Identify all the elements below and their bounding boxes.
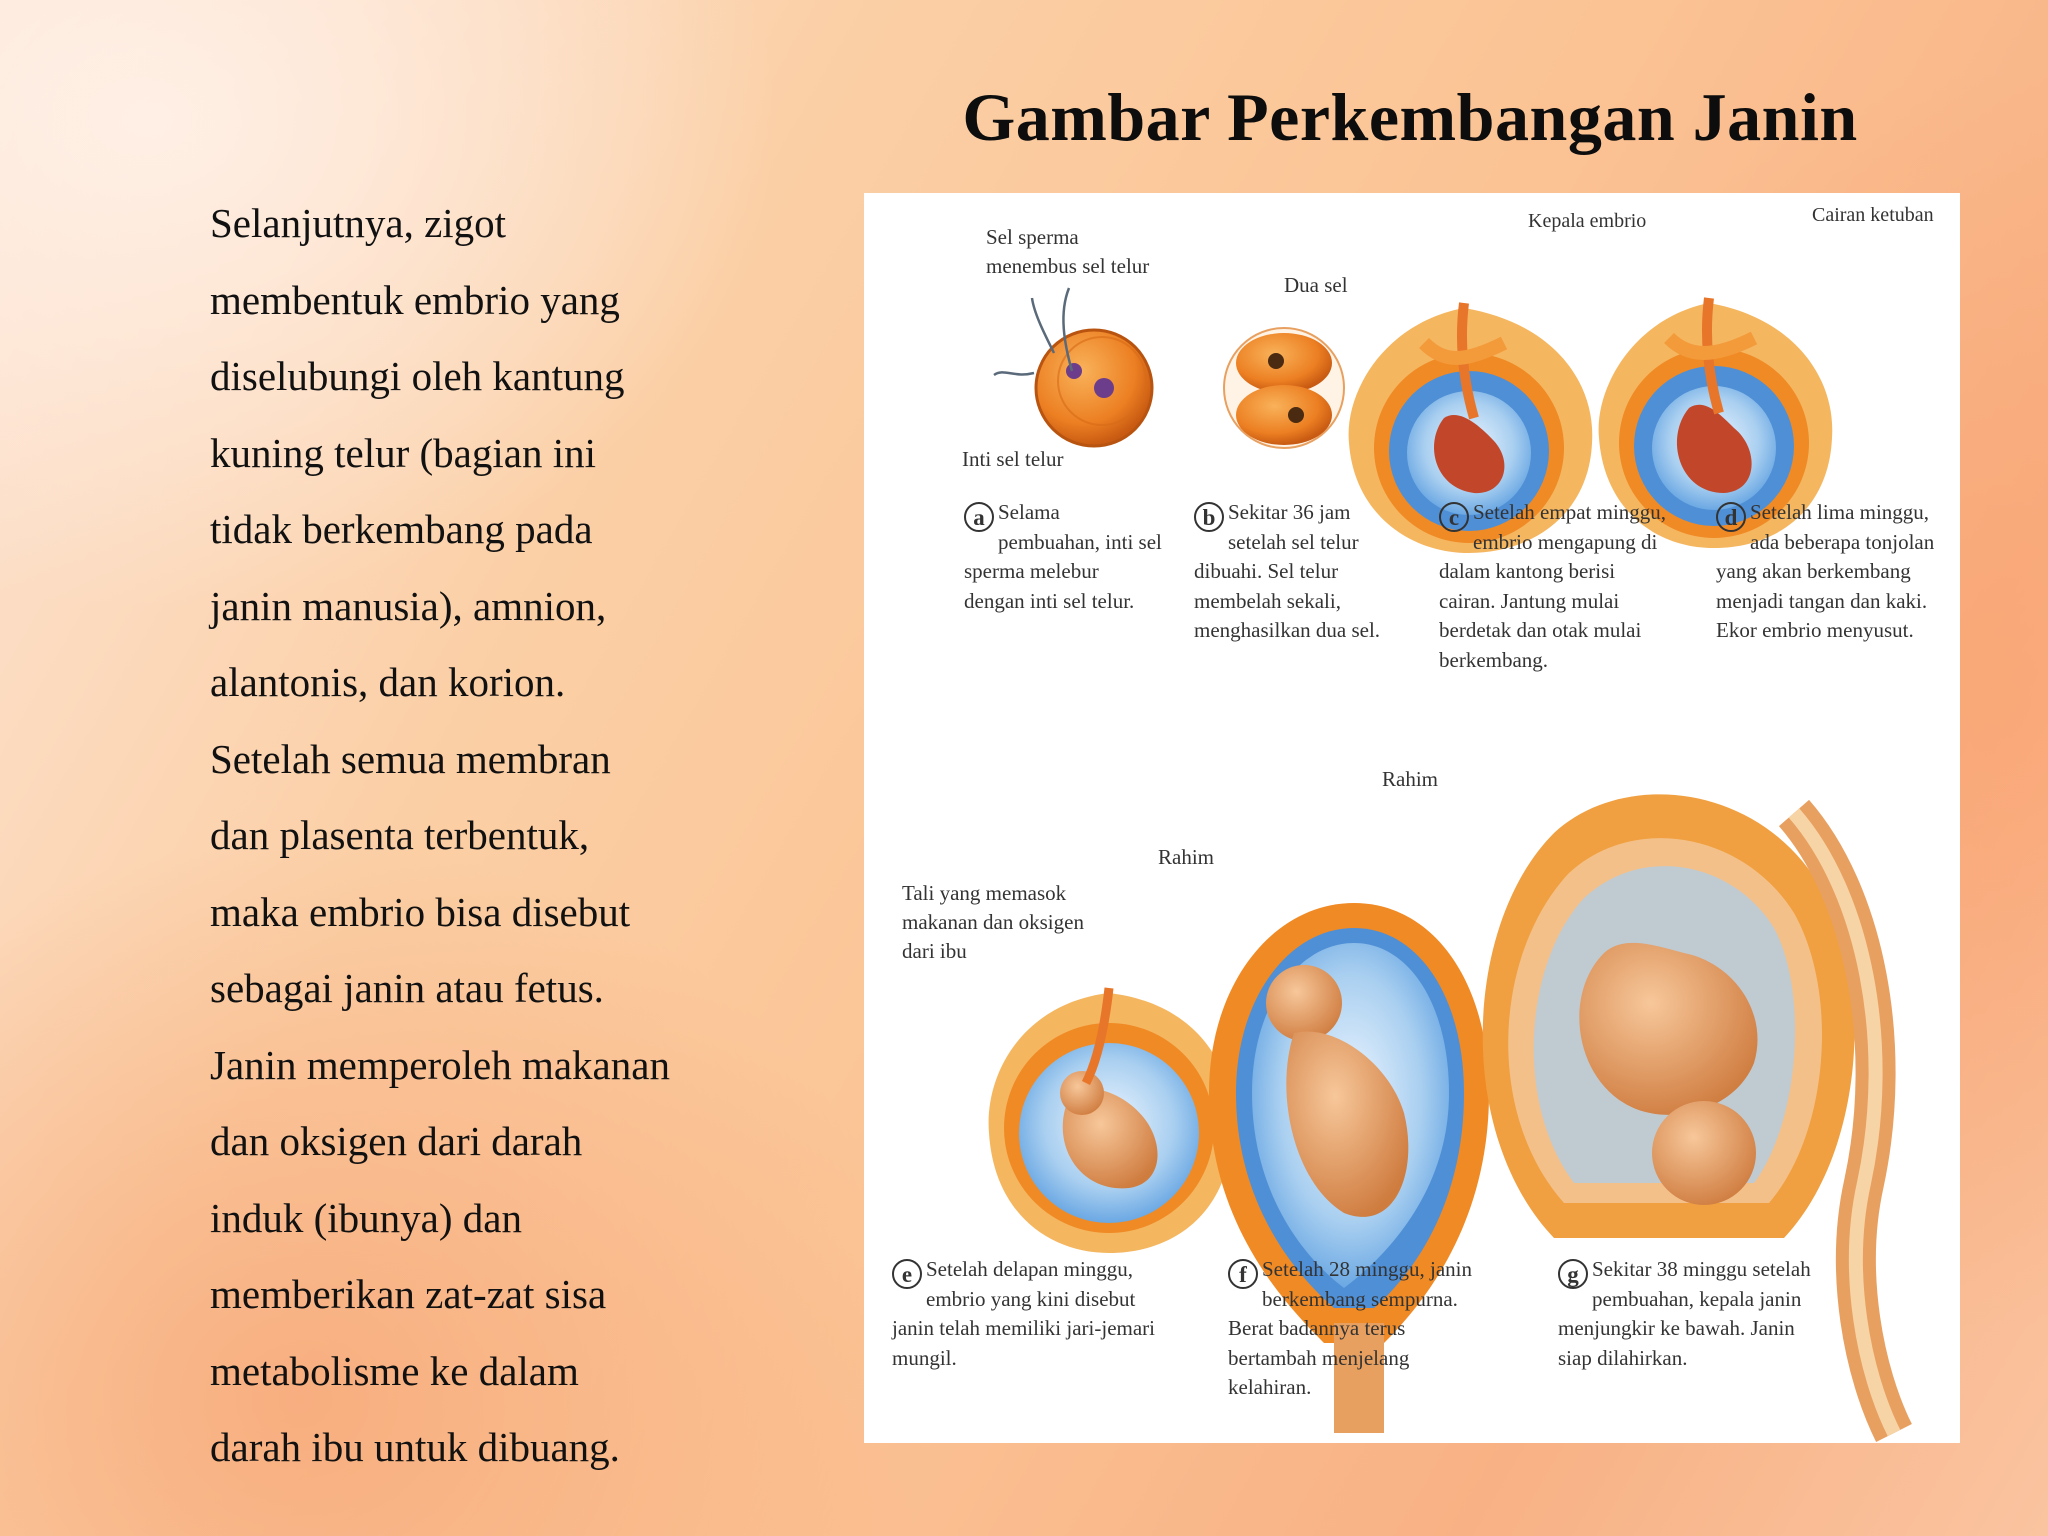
stage-e-eight-weeks xyxy=(989,988,1233,1253)
caption-g-badge: g xyxy=(1558,1259,1588,1289)
label-sperm: Sel sperma menembus sel telur xyxy=(986,225,1150,278)
caption-a: a Selama pembuahan, inti sel sperma melebur dengan inti sel telur. xyxy=(964,500,1162,613)
label-embryo-head: Kepala embrio xyxy=(1528,210,1647,232)
development-figure xyxy=(864,193,1960,1443)
body-text-line: tidak berkembang pada xyxy=(210,506,593,552)
body-text-line: Setelah semua membran xyxy=(210,735,611,782)
caption-e: e Setelah delapan minggu, embrio yang kini disebut janin telah memiliki jari-jemari mungil. xyxy=(892,1257,1155,1370)
stage-a-egg xyxy=(994,288,1152,446)
body-text-line: membentuk embrio yang xyxy=(210,276,620,323)
label-umbilical-cord: Tali yang memasok makanan dan oksigen dari ibu xyxy=(902,881,1084,963)
caption-d-badge: d xyxy=(1716,502,1746,532)
caption-b-badge: b xyxy=(1194,502,1224,532)
body-text-line: memberikan zat-zat sisa xyxy=(210,1271,607,1317)
body-text-line: Selanjutnya, zigot xyxy=(210,200,507,246)
caption-g: g Sekitar 38 minggu setelah pembuahan, kepala janin menjungkir ke bawah. Janin siap dilahirkan. xyxy=(1558,1257,1811,1370)
caption-a-badge: a xyxy=(964,502,994,532)
body-text-line: metabolisme ke dalam xyxy=(210,1347,579,1394)
body-text-line: Janin memperoleh makanan xyxy=(210,1041,670,1088)
body-text-line: sebagai janin atau fetus. xyxy=(210,965,604,1011)
label-egg-nucleus: Inti sel telur xyxy=(962,447,1064,471)
caption-e-badge: e xyxy=(892,1259,922,1289)
body-text-line: janin manusia), amnion, xyxy=(210,582,607,629)
caption-b: b Sekitar 36 jam setelah sel telur dibuahi. Sel telur membelah sekali, menghasilkan dua sel. xyxy=(1194,500,1381,642)
page-title: Gambar Perkembangan Janin xyxy=(962,79,1858,155)
stage-b-two-cells xyxy=(1224,328,1344,448)
label-amniotic-fluid: Cairan ketuban xyxy=(1812,204,1934,226)
caption-f-badge: f xyxy=(1228,1259,1258,1289)
caption-c: c Setelah empat minggu, embrio mengapung di dalam kantong berisi cairan. Jantung mulai berdetak dan otak mulai berkembang. xyxy=(1439,500,1667,672)
body-text xyxy=(210,185,770,1486)
body-text-line: kuning telur (bagian ini xyxy=(210,429,596,476)
body-text-line: maka embrio bisa disebut xyxy=(210,888,631,935)
label-uterus-upper: Rahim xyxy=(1382,767,1438,791)
label-uterus-lower: Rahim xyxy=(1158,845,1214,869)
body-text-line: induk (ibunya) dan xyxy=(210,1194,522,1241)
body-text-line: dan plasenta terbentuk, xyxy=(210,812,590,858)
body-text-line: alantonis, dan korion. xyxy=(210,659,566,705)
body-text-line: darah ibu untuk dibuang. xyxy=(210,1424,620,1470)
caption-c-badge: c xyxy=(1439,502,1469,532)
caption-f: f Setelah 28 minggu, janin berkembang sempurna. Berat badannya terus bertambah menjelang kelahiran. xyxy=(1228,1257,1472,1399)
body-text-line: diselubungi oleh kantung xyxy=(210,353,625,399)
body-text-line: dan oksigen dari darah xyxy=(210,1118,583,1164)
caption-d: d Setelah lima minggu, ada beberapa tonjolan yang akan berkembang menjadi tangan dan kaki. Ekor embrio menyusut. xyxy=(1716,500,1935,642)
label-two-cells: Dua sel xyxy=(1284,273,1348,297)
